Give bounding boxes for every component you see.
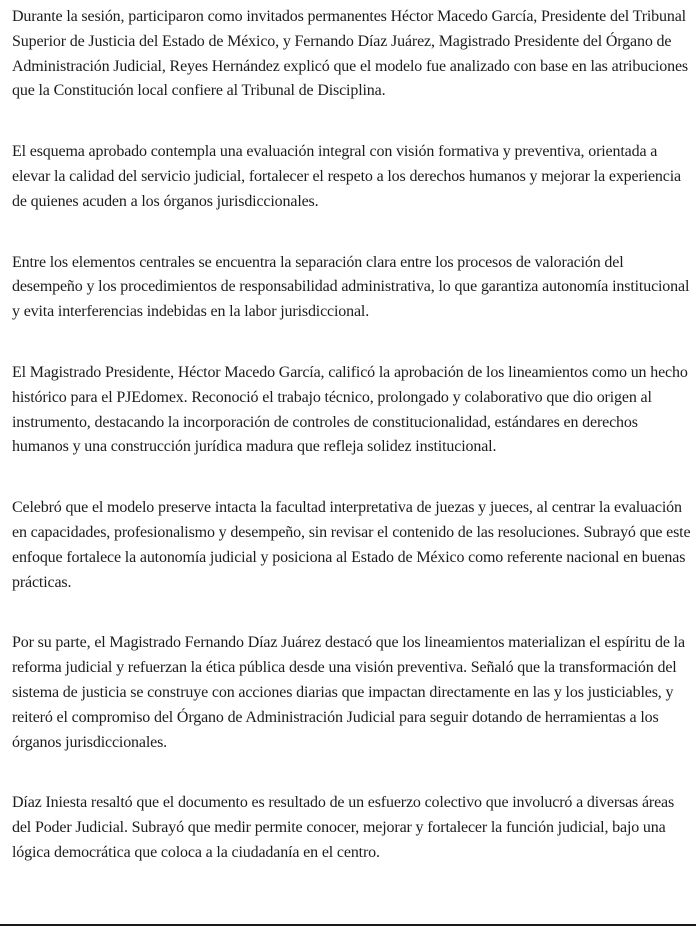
paragraph-evaluation-scheme: El esquema aprobado contempla una evaluación integral con visión formativa y preventiva, orientada a elevar la calidad del servicio judicial, fortalecer el respeto a los derechos humanos y mejorar la experiencia de quienes acuden a los órganos jurisdiccionales. xyxy=(12,143,681,210)
paragraph-diaz-iniesta-statement: Díaz Iniesta resaltó que el documento es resultado de un esfuerzo colectivo que involucró a diversas áreas del Poder Judicial. Subrayó que medir permite conocer, mejorar y fortalecer la función judicial, bajo una lógica democrática que coloca a la ciudadanía en el centro. xyxy=(12,794,675,861)
paragraph-diaz-juarez-statement: Por su parte, el Magistrado Fernando Díaz Juárez destacó que los lineamientos materializan el espíritu de la reforma judicial y refuerzan la ética pública desde una visión preventiva. Señaló que la transformación del sistema de justicia se construye con acciones diarias que impactan directamente en las y los justiciables, y reiteró el compromiso del Órgano de Administración Judicial para seguir dotando de herramientas a los órganos jurisdiccionales. xyxy=(12,634,685,751)
paragraph-interpretive-faculty: Celebró que el modelo preserve intacta la facultad interpretativa de juezas y jueces, al centrar la evaluación en capacidades, profesionalismo y desempeño, sin revisar el contenido de las resoluciones. Subrayó que este enfoque fortalece la autonomía judicial y posiciona al Estado de México como referente nacional en buenas prácticas. xyxy=(12,499,691,591)
bottom-divider xyxy=(0,924,696,926)
paragraph-president-statement: El Magistrado Presidente, Héctor Macedo García, calificó la aprobación de los lineamientos como un hecho histórico para el PJEdomex. Reconoció el trabajo técnico, prolongado y colaborativo que dio origen al instrumento, destacando la incorporación de controles de constitucionalidad, estándares en derechos humanos y una construcción jurídica madura que refleja solidez institucional. xyxy=(12,363,688,456)
paragraph-central-elements: Entre los elementos centrales se encuentra la separación clara entre los procesos de valoración del desempeño y los procedimientos de responsabilidad administrativa, lo que garantiza autonomía institucional y evita interferencias indebidas en la labor jurisdiccional. xyxy=(12,253,690,321)
article-body xyxy=(12,5,696,902)
paragraph-session-guests: Durante la sesión, participaron como invitados permanentes Héctor Macedo García, Presidente del Tribunal Superior de Justicia del Estado de México, y Fernando Díaz Juárez, Magistrado Presidente del Órgano de Administración Judicial, Reyes Hernández explicó que el modelo fue analizado con base en las atribuciones que la Constitución local confiere al Tribunal de Disciplina. xyxy=(12,8,689,100)
